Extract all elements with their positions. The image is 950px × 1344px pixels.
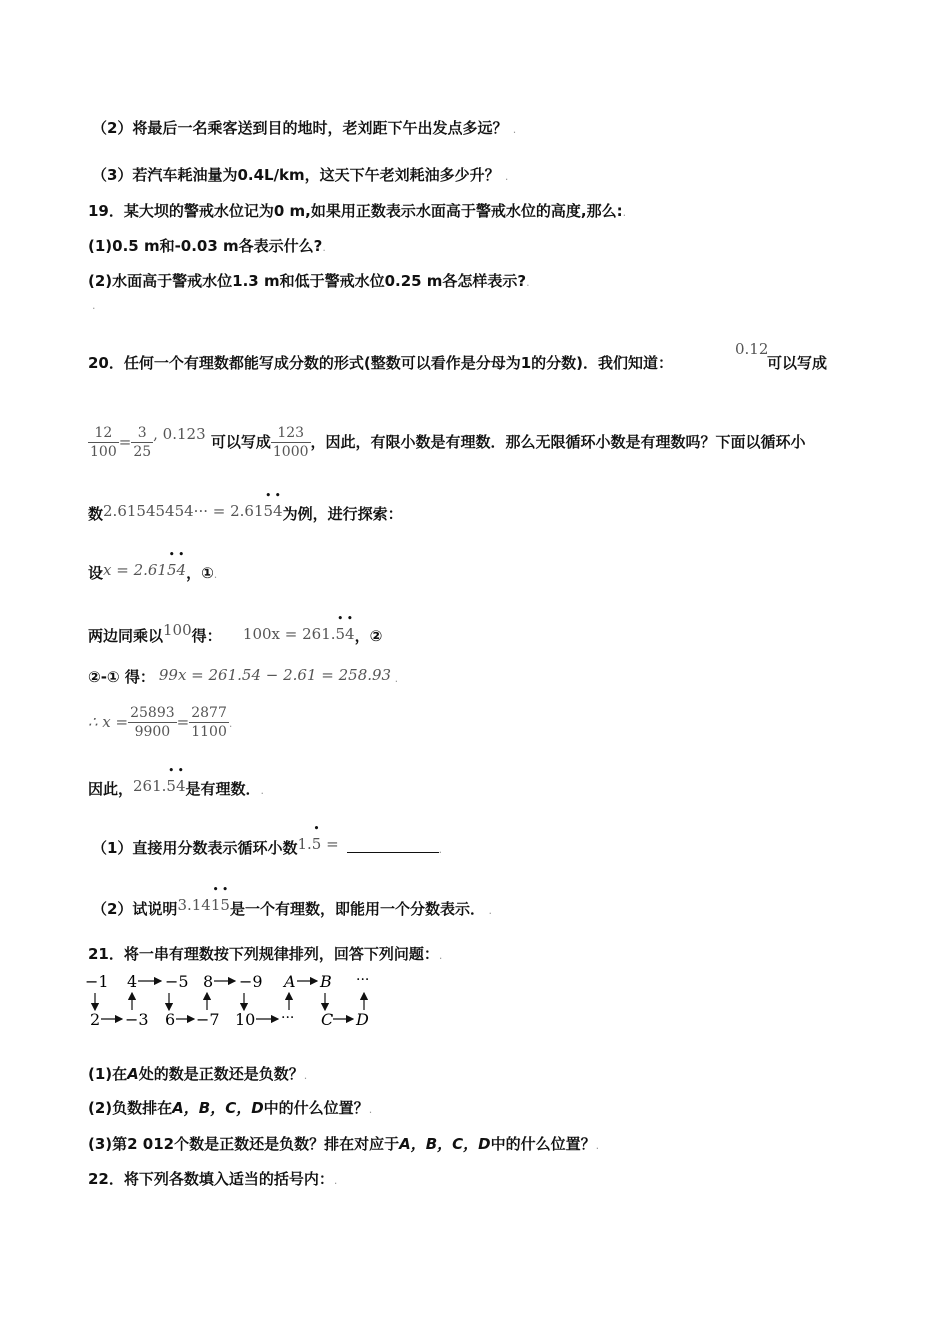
answer-blank[interactable] [347,838,439,853]
q20-step-subtract: ②-① 得： 99x = 261.54 − 2.61 = 258.93 . [88,666,399,686]
bottom-2: 2 [90,1010,101,1029]
top-ellipsis: ··· [356,972,370,988]
q20-part1: （1）直接用分数表示循环小数1.• 5 = . [92,834,442,860]
top-8: 8 [203,972,214,991]
q20-value-012: 0.12 [735,340,769,358]
q21-stem: 21．将一串有理数按下列规律排列，回答下列问题：. [88,945,443,963]
q22-stem: 22．将下列各数填入适当的括号内：. [88,1170,338,1188]
bottom-ellipsis: ··· [281,1010,295,1026]
q19-part2: (2)水面高于警戒水位1.3 m和低于警戒水位0.25 m各怎样表示?. [88,272,530,290]
top-B: B [320,972,332,991]
number-pattern-diagram [85,970,385,1030]
q19-part1: (1)0.5 m和-0.03 m各表示什么?. [88,237,326,255]
fraction-2877-1100: $\frac{2877}{1100}$ [191,705,227,740]
q20-part2: （2）试说明3.14• 1• 5是一个有理数，即能用一个分数表示． . [92,895,492,921]
q20-step-set: 设x = 2.61• 5• 4，①. [88,560,217,585]
bottom-neg3: −3 [125,1010,149,1029]
top-neg5: −5 [165,972,189,991]
q18-part3: （3）若汽车耗油量为0.4L/km，这天下午老刘耗油多少升？ . [92,166,509,184]
q20-step-multiply: 两边同乘以100得： 100x = 261.• 5• 4，② [88,620,382,646]
q21-part2: (2)负数排在A，B，C，D中的什么位置？. [88,1099,373,1117]
top-neg1: −1 [85,972,109,991]
bottom-10: 10 [235,1010,256,1029]
bottom-6: 6 [165,1010,176,1029]
top-4: 4 [127,972,138,991]
q20-step-result: ∴ x = $\frac{25893}{9900}$ = $\frac{2877}{1100}$ . [88,705,233,740]
q21-part1: (1)在A处的数是正数还是负数？. [88,1065,308,1083]
q18-part2: （2）将最后一名乘客送到目的地时，老刘距下午出发点多远？ . [92,119,517,137]
fraction-12-100: $\frac{12}{100}$ [90,425,117,460]
fraction-25893-9900: $\frac{25893}{9900}$ [130,705,175,740]
q21-part3: (3)第2 012个数是正数还是负数？排在对应于A，B，C，D中的什么位置？. [88,1135,600,1153]
fraction-3-25: $\frac{3}{25}$ [133,425,152,460]
q20-conclusion: 因此，261.• 5• 4是有理数．. [88,776,264,801]
top-A: A [284,972,296,991]
bottom-neg7: −7 [196,1010,220,1029]
bottom-D: D [356,1010,369,1029]
q20-stem-line2: $\frac{12}{100}$ = $\frac{3}{25}$ , 0.123 可以写成 $\frac{123}{1000}$ ，因此，有限小数是有理数．那么无限循环小数是有理数吗？下面以循环小 [90,425,806,460]
q20-stem-line1: 20．任何一个有理数都能写成分数的形式(整数可以看作是分母为1的分数)．我们知道： [88,354,674,372]
q19-stem: 19．某大坝的警戒水位记为0 m,如果用正数表示水面高于警戒水位的高度,那么:. [88,202,627,220]
bottom-C: C [321,1010,334,1029]
fraction-123-1000: $\frac{123}{1000}$ [272,425,309,460]
top-neg9: −9 [239,972,263,991]
q19-mark: . [92,299,96,312]
q20-stem-line1-end: 可以写成 [767,354,828,372]
q20-stem-line3: 数2.61545454··· = 2.61• 5• 4为例，进行探索： [88,501,403,524]
